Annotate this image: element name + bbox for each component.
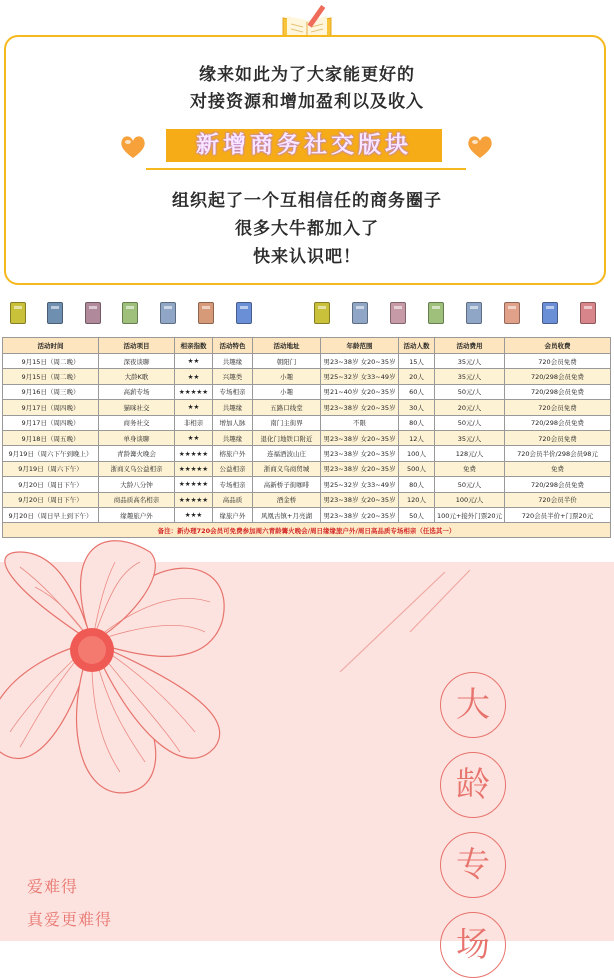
book-icon xyxy=(236,302,252,324)
table-cell: 五路口线堂 xyxy=(253,400,321,415)
books-decoration-row xyxy=(0,302,614,330)
table-cell: 男23~38岁 女20~35岁 xyxy=(321,507,399,522)
table-cell: 猫咪社交 xyxy=(99,400,175,415)
table-cell: 120人 xyxy=(399,492,435,507)
intro-line-4: 很多大牛都加入了 xyxy=(235,219,379,239)
table-cell: 20人 xyxy=(399,369,435,384)
table-cell: ★★★ xyxy=(175,507,213,522)
table-cell: 720/298会员免费 xyxy=(505,415,611,430)
table-cell: 50元/人 xyxy=(435,477,505,492)
table-cell: 100元+接外门票20元 xyxy=(435,507,505,522)
book-icon xyxy=(160,302,176,324)
table-cell: 小趣 xyxy=(253,369,321,384)
table-cell: 浙商义乌公益相亲 xyxy=(99,461,175,476)
table-cell: 20元/人 xyxy=(435,400,505,415)
table-note: 备注：新办理720会员可免费参加周六青龄篝火晚会/周日缘缘旅户外/周日高品质专场相亲（任选其一） xyxy=(3,523,611,538)
book-icon xyxy=(504,302,520,324)
table-header-row xyxy=(3,338,611,354)
table-cell: 青龄篝火晚会 xyxy=(99,446,175,461)
table-cell: 高薪专场 xyxy=(99,384,175,399)
book-icon xyxy=(85,302,101,324)
table-cell: 缘旅户外 xyxy=(213,507,253,522)
table-cell: 80人 xyxy=(399,477,435,492)
column-header: 活动地址 xyxy=(253,338,321,354)
table-cell: 非相亲 xyxy=(175,415,213,430)
table-cell: 9月20日（周日早上到下午） xyxy=(3,507,99,522)
table-row xyxy=(3,492,611,507)
column-header: 活动人数 xyxy=(399,338,435,354)
table-cell: ★★ xyxy=(175,430,213,445)
book-icon xyxy=(10,302,26,324)
table-cell: 50人 xyxy=(399,507,435,522)
table-cell: 500人 xyxy=(399,461,435,476)
table-row xyxy=(3,354,611,369)
table-cell: 男23~38岁 女20~35岁 xyxy=(321,461,399,476)
book-icon xyxy=(198,302,214,324)
book-icon xyxy=(122,302,138,324)
table-cell: 9月17日（周四晚） xyxy=(3,415,99,430)
table-cell: 商品质高名相亲 xyxy=(99,492,175,507)
column-header: 活动费用 xyxy=(435,338,505,354)
vertical-char-2: 龄 xyxy=(440,752,506,818)
table-cell: 720会员半价 xyxy=(505,492,611,507)
table-cell: ★★★★★ xyxy=(175,384,213,399)
table-cell: 兴趣类 xyxy=(213,369,253,384)
table-row xyxy=(3,507,611,522)
table-cell: ★★★★★ xyxy=(175,461,213,476)
table-cell: 50元/人 xyxy=(435,415,505,430)
flower-illustration xyxy=(0,562,614,941)
column-header: 活动时间 xyxy=(3,338,99,354)
table-cell: 朝阳门 xyxy=(253,354,321,369)
table-cell: 720会员半价+门票20元 xyxy=(505,507,611,522)
table-cell: 酒金桥 xyxy=(253,492,321,507)
table-cell: 9月19日（周六下午） xyxy=(3,461,99,476)
table-cell: 缘趣旅户外 xyxy=(99,507,175,522)
table-cell: ★★★★★ xyxy=(175,477,213,492)
table-cell: 男25~32岁 女33~49岁 xyxy=(321,477,399,492)
table-cell: 9月15日（周二晚） xyxy=(3,354,99,369)
column-header: 活动特色 xyxy=(213,338,253,354)
table-cell: ★★ xyxy=(175,354,213,369)
table-cell: 增加人脉 xyxy=(213,415,253,430)
table-cell: 720会员免费 xyxy=(505,400,611,415)
table-cell: 小趣 xyxy=(253,384,321,399)
heart-icon-left xyxy=(120,135,146,159)
book-icon xyxy=(466,302,482,324)
table-row xyxy=(3,369,611,384)
table-cell: 高新桥子街咖啡 xyxy=(253,477,321,492)
table-cell: 60人 xyxy=(399,384,435,399)
table-cell: 专场相亲 xyxy=(213,384,253,399)
intro-line-1: 缘来如此为了大家能更好的 xyxy=(199,65,415,85)
table-cell: 30人 xyxy=(399,400,435,415)
book-icon xyxy=(542,302,558,324)
table-cell: 连福酒波山庄 xyxy=(253,446,321,461)
table-cell: 共趣缘 xyxy=(213,430,253,445)
table-row xyxy=(3,400,611,415)
vertical-char-3: 专 xyxy=(440,832,506,898)
table-cell: 大龄K歌 xyxy=(99,369,175,384)
table-cell: 9月18日（周五晚） xyxy=(3,430,99,445)
table-cell: 12人 xyxy=(399,430,435,445)
book-icon xyxy=(314,302,330,324)
table-cell: 9月20日（周日下午） xyxy=(3,492,99,507)
intro-line-5: 快来认识吧！ xyxy=(253,247,361,267)
banner-underline xyxy=(146,168,466,170)
column-header: 会员收费 xyxy=(505,338,611,354)
table-cell: 单身谈聊 xyxy=(99,430,175,445)
table-cell: 男25~32岁 女33~49岁 xyxy=(321,369,399,384)
book-icon xyxy=(428,302,444,324)
table-cell: 9月16日（周三晚） xyxy=(3,384,99,399)
column-header: 相亲指数 xyxy=(175,338,213,354)
table-row xyxy=(3,477,611,492)
table-cell: 商务社交 xyxy=(99,415,175,430)
table-cell: 720/298会员免费 xyxy=(505,369,611,384)
table-note-row xyxy=(3,523,611,538)
table-cell: 浙商义乌商贸城 xyxy=(253,461,321,476)
table-cell: 专场相亲 xyxy=(213,477,253,492)
table-row xyxy=(3,415,611,430)
table-cell: 深夜谈聊 xyxy=(99,354,175,369)
table-cell: 50元/人 xyxy=(435,384,505,399)
table-cell: 共趣缘 xyxy=(213,354,253,369)
table-cell: ★★★★★ xyxy=(175,492,213,507)
table-cell: 720/298会员免费 xyxy=(505,477,611,492)
table-cell: ★★ xyxy=(175,400,213,415)
table-cell: 35元/人 xyxy=(435,369,505,384)
table-cell: 720/298会员免费 xyxy=(505,384,611,399)
table-cell: 南门主街界 xyxy=(253,415,321,430)
table-row xyxy=(3,461,611,476)
table-cell: 128元/人 xyxy=(435,446,505,461)
table-cell: 男23~38岁 女20~35岁 xyxy=(321,430,399,445)
table-cell: 共趣缘 xyxy=(213,400,253,415)
table-row xyxy=(3,384,611,399)
intro-line-3: 组织起了一个互相信任的商务圈子 xyxy=(172,191,442,211)
pink-promo-section xyxy=(0,562,614,965)
intro-line-2: 对接资源和增加盈利以及收入 xyxy=(190,92,424,112)
table-cell: 9月15日（周二晚） xyxy=(3,369,99,384)
book-icon xyxy=(47,302,63,324)
table-cell: 不限 xyxy=(321,415,399,430)
table-cell: 100人 xyxy=(399,446,435,461)
table-cell: 免费 xyxy=(505,461,611,476)
table-cell: 9月17日（周四晚） xyxy=(3,400,99,415)
vertical-char-4: 场 xyxy=(440,912,506,978)
column-header: 年龄范围 xyxy=(321,338,399,354)
table-cell: 大龄八分钟 xyxy=(99,477,175,492)
table-cell: 720会员免费 xyxy=(505,354,611,369)
table-cell: 35元/人 xyxy=(435,430,505,445)
table-cell: 免费 xyxy=(435,461,505,476)
table-cell: 15人 xyxy=(399,354,435,369)
heart-icon-right xyxy=(467,135,493,159)
table-cell: 9月20日（周日下午） xyxy=(3,477,99,492)
book-icon xyxy=(580,302,596,324)
table-cell: 男23~38岁 女20~35岁 xyxy=(321,446,399,461)
table-cell: 男23~38岁 女20~35岁 xyxy=(321,354,399,369)
table-cell: 720会员免费 xyxy=(505,430,611,445)
banner-title: 新增商务社交版块 xyxy=(166,129,442,162)
table-cell: ★★ xyxy=(175,369,213,384)
table-cell: 9月19日（周六下午到晚上） xyxy=(3,446,99,461)
book-icon xyxy=(352,302,368,324)
table-cell: 男23~38岁 女20~35岁 xyxy=(321,400,399,415)
table-cell: 100元/人 xyxy=(435,492,505,507)
table-row xyxy=(3,430,611,445)
table-cell: 35元/人 xyxy=(435,354,505,369)
table-cell: 男21~40岁 女20~35岁 xyxy=(321,384,399,399)
activity-schedule-table xyxy=(2,337,611,538)
table-row xyxy=(3,446,611,461)
table-cell: 80人 xyxy=(399,415,435,430)
column-header: 活动项目 xyxy=(99,338,175,354)
table-cell: ★★★★★ xyxy=(175,446,213,461)
table-cell: 720会员半价/298会员98元 xyxy=(505,446,611,461)
table-cell: 男23~38岁 女20~35岁 xyxy=(321,492,399,507)
table-cell: 高品质 xyxy=(213,492,253,507)
slogan-line-1: 爱难得 xyxy=(27,877,79,896)
vertical-char-1: 大 xyxy=(440,672,506,738)
table-cell: 风凰古镇+月亮湖 xyxy=(253,507,321,522)
table-cell: 公益相亲 xyxy=(213,461,253,476)
slogan-line-2: 真爱更难得 xyxy=(27,910,113,929)
table-cell: 退化门地铁口附近 xyxy=(253,430,321,445)
table-cell: 榕旅户外 xyxy=(213,446,253,461)
book-icon xyxy=(390,302,406,324)
